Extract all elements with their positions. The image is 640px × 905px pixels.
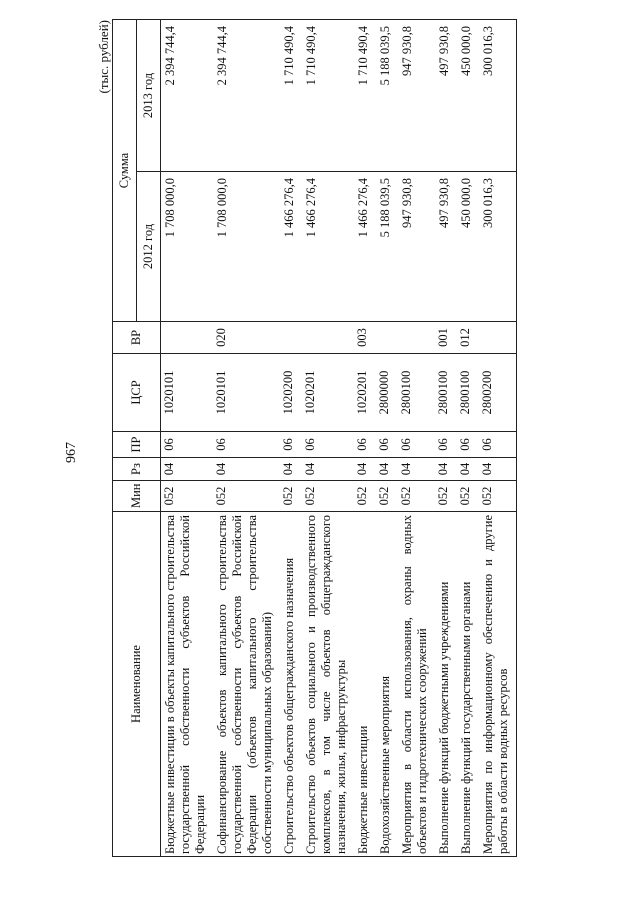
table-row <box>376 20 398 857</box>
row-sum-2012: 5 188 039,5 <box>376 172 398 322</box>
row-min: 052 <box>457 481 479 512</box>
table-row <box>479 20 517 857</box>
row-pr: 06 <box>302 432 354 458</box>
header-min: Мин <box>113 481 161 512</box>
row-csr: 2800000 <box>376 354 398 432</box>
row-sum-2013: 5 188 039,5 <box>376 20 398 172</box>
row-name: Выполнение функций бюджетными учреждениями <box>435 512 457 857</box>
row-vr: 001 <box>435 322 457 354</box>
header-2013: 2013 год <box>137 20 161 172</box>
table-row <box>280 20 302 857</box>
row-min: 052 <box>302 481 354 512</box>
header-2012: 2012 год <box>137 172 161 322</box>
row-sum-2012: 947 930,8 <box>398 172 435 322</box>
row-sum-2013: 2 394 744,4 <box>161 20 214 172</box>
row-pr: 06 <box>398 432 435 458</box>
row-rz: 04 <box>376 458 398 481</box>
row-name: Мероприятия в области использования, охраны водных объектов и гидротехнических сооружений <box>398 512 435 857</box>
row-sum-2012: 1 466 276,4 <box>280 172 302 322</box>
table-row <box>457 20 479 857</box>
row-sum-2013: 947 930,8 <box>398 20 435 172</box>
row-name: Строительство объектов социального и производственного комплексов, в том числе объектов общегражданского назначения, жилья, инфраструктуры <box>302 512 354 857</box>
row-vr <box>161 322 214 354</box>
row-sum-2013: 300 016,3 <box>479 20 517 172</box>
row-min: 052 <box>376 481 398 512</box>
unit-note: (тыс. рублей) <box>96 20 111 94</box>
row-csr: 2800200 <box>479 354 517 432</box>
row-pr: 06 <box>354 432 376 458</box>
page-number: 967 <box>64 442 79 463</box>
row-csr: 1020200 <box>280 354 302 432</box>
row-name: Строительство объектов общегражданского назначения <box>280 512 302 857</box>
table-row <box>161 20 214 857</box>
row-rz: 04 <box>435 458 457 481</box>
row-vr: 003 <box>354 322 376 354</box>
table-row <box>213 20 280 857</box>
row-vr <box>376 322 398 354</box>
row-rz: 04 <box>302 458 354 481</box>
row-sum-2012: 497 930,8 <box>435 172 457 322</box>
row-pr: 06 <box>435 432 457 458</box>
row-vr: 020 <box>213 322 280 354</box>
row-sum-2012: 1 708 000,0 <box>161 172 214 322</box>
row-sum-2013: 1 710 490,4 <box>354 20 376 172</box>
row-rz: 04 <box>161 458 214 481</box>
row-name: Софинансирование объектов капитального строительства государственной собственности субъектов Российской Федерации (объектов капитального строительства собственности муниципальных образований) <box>213 512 280 857</box>
row-csr: 2800100 <box>398 354 435 432</box>
row-rz: 04 <box>398 458 435 481</box>
header-pr: ПР <box>113 432 161 458</box>
row-rz: 04 <box>354 458 376 481</box>
row-pr: 06 <box>213 432 280 458</box>
row-vr <box>280 322 302 354</box>
row-pr: 06 <box>457 432 479 458</box>
row-name: Мероприятия по информационному обеспечению и другие работы в области водных ресурсов <box>479 512 517 857</box>
row-name: Водохозяйственные мероприятия <box>376 512 398 857</box>
row-sum-2013: 1 710 490,4 <box>280 20 302 172</box>
table-row <box>435 20 457 857</box>
header-vr: ВР <box>113 322 161 354</box>
table-body <box>161 20 517 857</box>
row-min: 052 <box>354 481 376 512</box>
row-vr <box>302 322 354 354</box>
row-name: Выполнение функций государственными органами <box>457 512 479 857</box>
row-name: Бюджетные инвестиции <box>354 512 376 857</box>
row-min: 052 <box>161 481 214 512</box>
row-csr: 1020101 <box>213 354 280 432</box>
row-sum-2013: 497 930,8 <box>435 20 457 172</box>
row-sum-2013: 2 394 744,4 <box>213 20 280 172</box>
row-pr: 06 <box>280 432 302 458</box>
row-min: 052 <box>398 481 435 512</box>
row-csr: 1020201 <box>354 354 376 432</box>
header-rz: Рз <box>113 458 161 481</box>
row-sum-2012: 1 466 276,4 <box>354 172 376 322</box>
row-sum-2012: 300 016,3 <box>479 172 517 322</box>
table-row <box>354 20 376 857</box>
row-pr: 06 <box>161 432 214 458</box>
row-sum-2012: 1 466 276,4 <box>302 172 354 322</box>
header-sum: Сумма <box>113 20 137 322</box>
row-csr: 1020101 <box>161 354 214 432</box>
row-sum-2012: 1 708 000,0 <box>213 172 280 322</box>
row-rz: 04 <box>457 458 479 481</box>
row-rz: 04 <box>280 458 302 481</box>
table-row <box>398 20 435 857</box>
row-min: 052 <box>435 481 457 512</box>
row-csr: 2800100 <box>457 354 479 432</box>
row-rz: 04 <box>479 458 517 481</box>
row-min: 052 <box>479 481 517 512</box>
row-vr <box>398 322 435 354</box>
row-sum-2012: 450 000,0 <box>457 172 479 322</box>
row-min: 052 <box>213 481 280 512</box>
table-header <box>113 20 161 857</box>
row-sum-2013: 1 710 490,4 <box>302 20 354 172</box>
header-csr: ЦСР <box>113 354 161 432</box>
budget-table <box>112 19 517 857</box>
header-name: Наименование <box>113 512 161 857</box>
row-sum-2013: 450 000,0 <box>457 20 479 172</box>
table-row <box>302 20 354 857</box>
row-vr <box>479 322 517 354</box>
row-csr: 1020201 <box>302 354 354 432</box>
row-csr: 2800100 <box>435 354 457 432</box>
row-pr: 06 <box>376 432 398 458</box>
row-rz: 04 <box>213 458 280 481</box>
row-name: Бюджетные инвестиции в объекты капитального строительства государственной собственности субъектов Российской Федерации <box>161 512 214 857</box>
row-vr: 012 <box>457 322 479 354</box>
row-min: 052 <box>280 481 302 512</box>
row-pr: 06 <box>479 432 517 458</box>
